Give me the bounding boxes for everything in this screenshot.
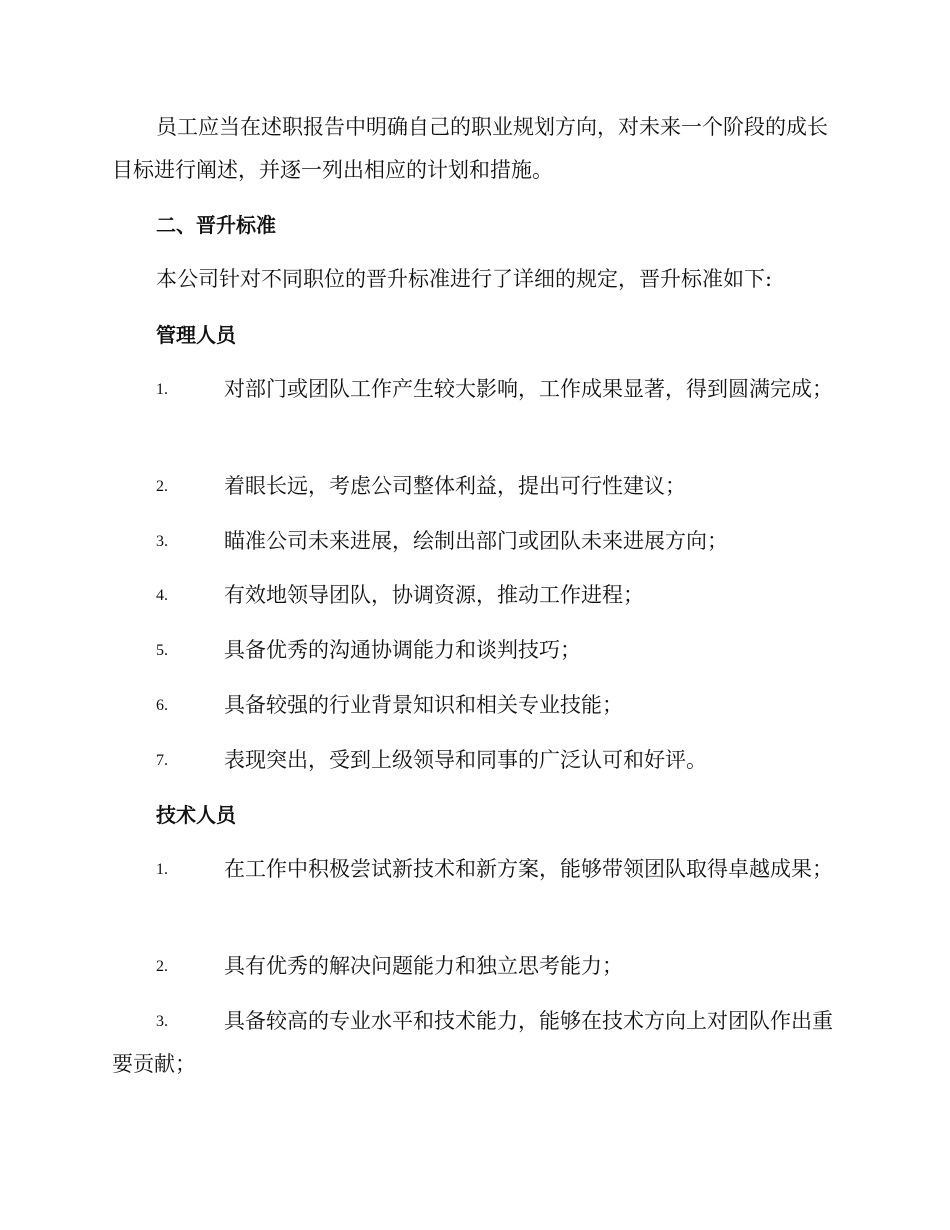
management-item-6	[112, 684, 834, 727]
list-item-text: 具备较强的行业背景知识和相关专业技能；	[224, 693, 623, 717]
section-heading-promotion-standards: 二、晋升标准	[156, 213, 276, 237]
list-number: 7.	[156, 752, 168, 769]
subheading-management: 管理人员	[156, 323, 236, 347]
technical-item-2	[112, 945, 834, 988]
list-item-text: 具有优秀的解决问题能力和独立思考能力；	[224, 954, 623, 978]
list-number: 1.	[156, 381, 168, 398]
list-number: 4.	[156, 587, 168, 604]
management-item-2	[112, 465, 834, 508]
section-intro-paragraph: 本公司针对不同职位的晋升标准进行了详细的规定，晋升标准如下:	[156, 267, 773, 291]
list-number: 3.	[156, 1013, 168, 1030]
subheading-technical: 技术人员	[156, 803, 236, 827]
list-item-text: 对部门或团队工作产生较大影响，工作成果显著，得到圆满完成；	[224, 377, 833, 401]
list-item-text: 在工作中积极尝试新技术和新方案，能够带领团队取得卓越成果；	[224, 857, 833, 881]
list-number: 5.	[156, 642, 168, 659]
management-item-5	[112, 629, 834, 672]
list-item-text: 具备优秀的沟通协调能力和谈判技巧；	[224, 638, 581, 662]
list-number: 1.	[156, 861, 168, 878]
management-item-1	[112, 368, 834, 411]
list-item-text: 表现突出，受到上级领导和同事的广泛认可和好评。	[224, 748, 707, 772]
management-item-7	[112, 739, 834, 782]
list-item-text: 具备较高的专业水平和技术能力，能够在技术方向上对团队作出重要贡献；	[112, 1009, 833, 1076]
list-item-text: 瞄准公司未来进展，绘制出部门或团队未来进展方向；	[224, 529, 728, 553]
intro-paragraph: 员工应当在述职报告中明确自己的职业规划方向，对未来一个阶段的成长目标进行阐述，并逐一列出相应的计划和措施。	[112, 115, 828, 182]
technical-item-1	[112, 848, 834, 891]
list-number: 3.	[156, 533, 168, 550]
management-item-4	[112, 574, 834, 617]
list-number: 2.	[156, 958, 168, 975]
list-number: 6.	[156, 697, 168, 714]
list-item-text: 有效地领导团队，协调资源，推动工作进程；	[224, 583, 644, 607]
technical-item-3	[112, 1000, 834, 1086]
list-number: 2.	[156, 478, 168, 495]
management-item-3	[112, 520, 834, 563]
list-item-text: 着眼长远，考虑公司整体利益，提出可行性建议；	[224, 474, 686, 498]
